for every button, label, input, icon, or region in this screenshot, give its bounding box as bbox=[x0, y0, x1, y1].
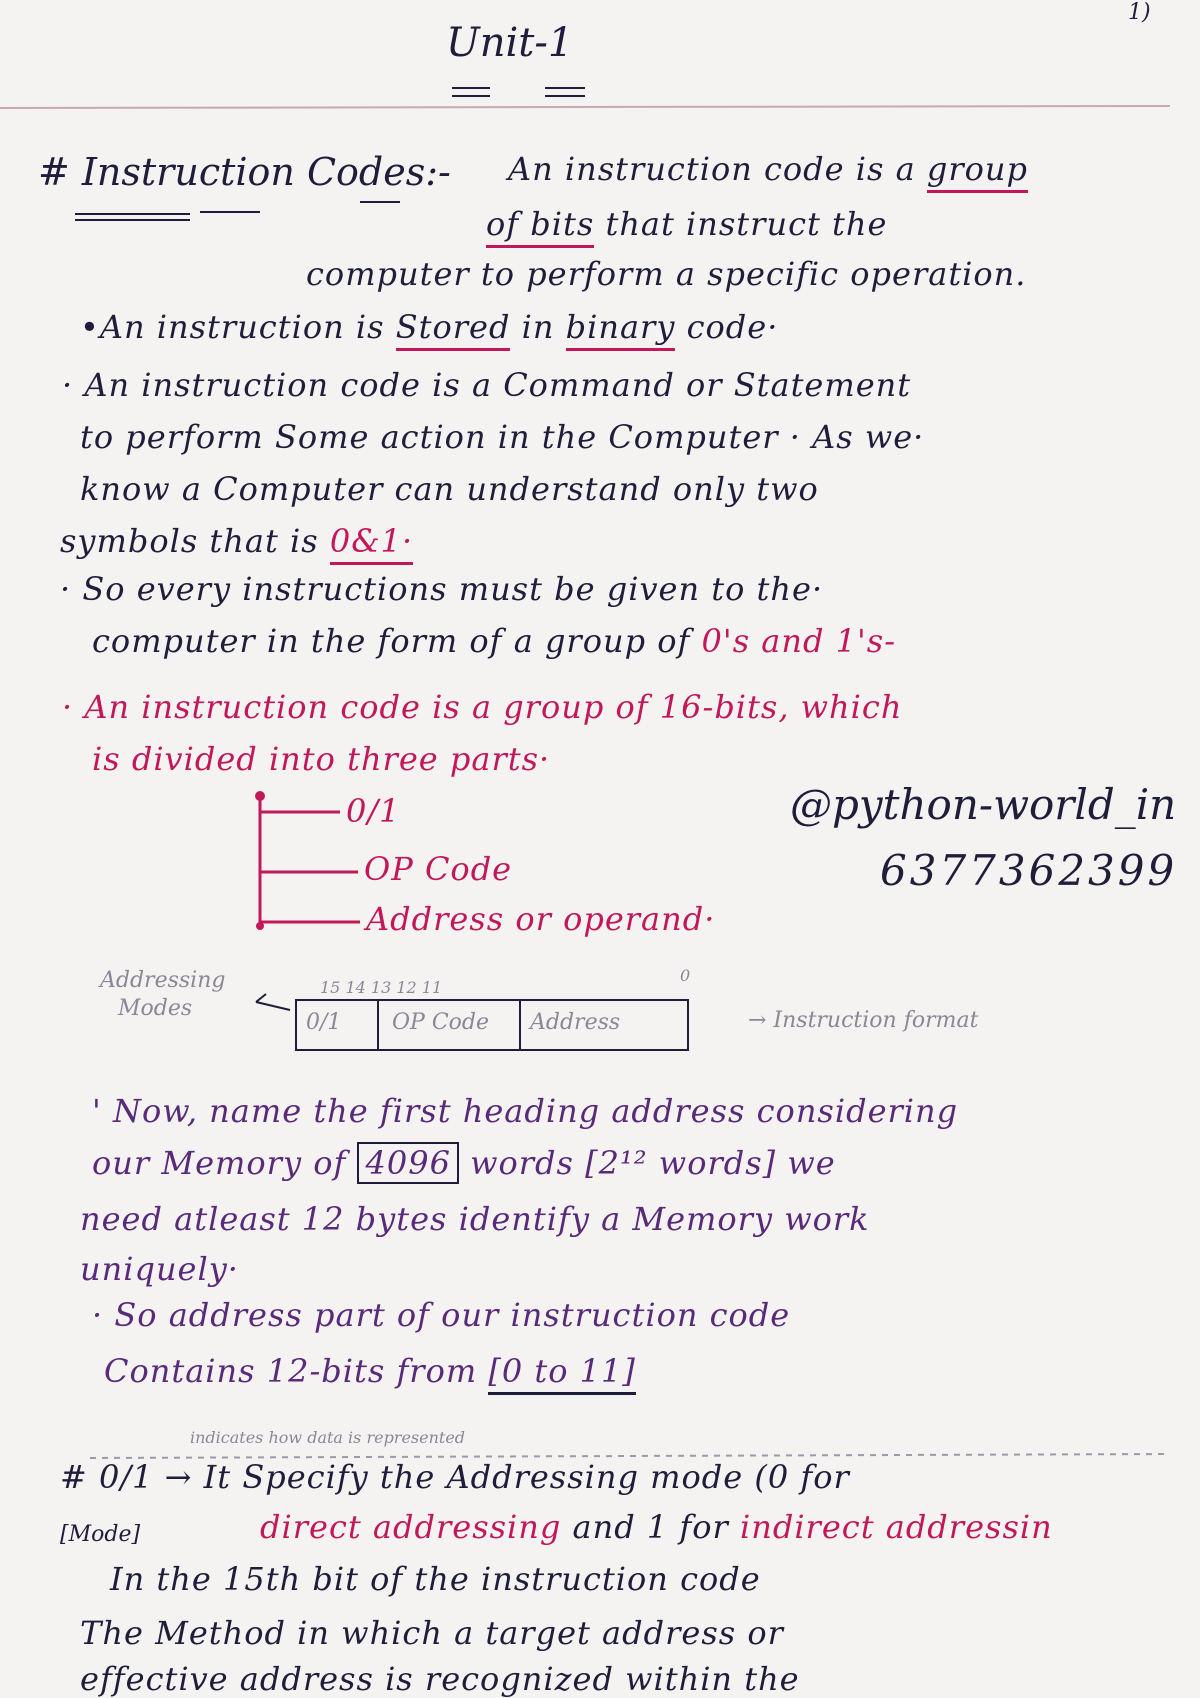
modes-label: Modes bbox=[118, 996, 193, 1021]
bullet-stored bbox=[80, 308, 778, 346]
page-number: 1) bbox=[1128, 0, 1151, 25]
indirect-addressing: indirect addressin bbox=[739, 1508, 1053, 1546]
addressing-arrow-head bbox=[256, 994, 266, 1002]
format-cell-address: Address bbox=[530, 1010, 621, 1035]
bullet-binary-word: binary bbox=[566, 308, 676, 351]
tree-root-dot bbox=[255, 791, 265, 801]
tree-end-dot bbox=[256, 922, 264, 930]
mode-heading bbox=[60, 1458, 850, 1496]
page-rule bbox=[0, 106, 1170, 108]
bit-zero: 0 bbox=[680, 966, 691, 985]
definition-bits: of bits bbox=[486, 205, 594, 248]
watermark-phone: 6377362399 bbox=[880, 846, 1178, 895]
bullet-text: code· bbox=[686, 308, 779, 346]
memory-text: words [2¹² words] we bbox=[470, 1144, 836, 1182]
bullet-text: symbols that is bbox=[60, 522, 319, 560]
bullet-every-line1: · So every instructions must be given to the· bbox=[60, 570, 824, 608]
mode-heading-text: # 0/1 → It Specify the Addressing mode bbox=[60, 1458, 744, 1496]
bullet-every-line2 bbox=[92, 622, 896, 660]
format-caption: → Instruction format bbox=[748, 1008, 979, 1033]
part-mode: 0/1 bbox=[346, 792, 401, 830]
part-opcode: OP Code bbox=[364, 850, 513, 888]
bullet-command-line3: know a Computer can understand only two bbox=[80, 470, 819, 508]
memory-line6 bbox=[104, 1352, 636, 1390]
memory-line5: · So address part of our instruction code bbox=[92, 1296, 791, 1334]
data-annotation: indicates how data is represented bbox=[190, 1428, 466, 1447]
section-heading: # Instruction Codes:- bbox=[38, 150, 451, 194]
format-cell-opcode: OP Code bbox=[392, 1010, 490, 1035]
mode-line4: The Method in which a target address or bbox=[80, 1614, 784, 1652]
definition-part: An instruction code is a bbox=[508, 150, 916, 188]
bullet-text: computer in the form of a group of bbox=[92, 622, 691, 660]
bit-numbers: 15 14 13 12 11 bbox=[320, 978, 443, 997]
definition-line3: computer to perform a specific operation. bbox=[306, 255, 1027, 293]
bullet-16bit-line2: is divided into three parts· bbox=[92, 740, 551, 778]
bullet-16bit-line1: · An instruction code is a group of 16-bits, which bbox=[62, 688, 903, 726]
watermark-handle: @python-world_in bbox=[790, 780, 1177, 829]
symbols-value: 0&1· bbox=[330, 522, 413, 565]
bullet-text: •An instruction is bbox=[80, 308, 385, 346]
definition-text bbox=[508, 150, 1028, 188]
memory-line1: ' Now, name the first heading address considering bbox=[92, 1092, 959, 1130]
mode-line5: effective address is recognized within the bbox=[80, 1660, 800, 1698]
mode-text: and 1 for bbox=[572, 1508, 729, 1546]
bit-range: [0 to 11] bbox=[488, 1352, 636, 1395]
memory-line2 bbox=[92, 1144, 836, 1182]
format-cell-mode: 0/1 bbox=[306, 1010, 342, 1035]
memory-line4: uniquely· bbox=[80, 1250, 239, 1288]
unit-title: Unit-1 bbox=[446, 20, 574, 66]
bullet-command-line4 bbox=[60, 522, 413, 560]
mode-line3: In the 15th bit of the instruction code bbox=[110, 1560, 761, 1598]
memory-text: Contains 12-bits from bbox=[104, 1352, 478, 1390]
bullet-stored-word: Stored bbox=[396, 308, 511, 351]
mode-line2 bbox=[260, 1508, 1053, 1546]
format-box bbox=[296, 1000, 688, 1050]
direct-addressing: direct addressing bbox=[260, 1508, 562, 1546]
definition-line2 bbox=[486, 205, 887, 243]
definition-part: that instruct the bbox=[605, 205, 888, 243]
addressing-label: Addressing bbox=[100, 968, 226, 993]
memory-text: our Memory of bbox=[92, 1144, 347, 1182]
binary-values: 0's and 1's- bbox=[701, 622, 897, 660]
bullet-command-line2: to perform Some action in the Computer · As we· bbox=[80, 418, 925, 456]
mode-label: [Mode] bbox=[60, 1522, 141, 1547]
memory-size-box: 4096 bbox=[357, 1142, 458, 1184]
definition-group: group bbox=[927, 150, 1028, 193]
mode-heading-bracket: (0 for bbox=[754, 1458, 850, 1496]
bullet-text: in bbox=[521, 308, 555, 346]
addressing-arrow bbox=[256, 1002, 290, 1010]
memory-line3: need atleast 12 bytes identify a Memory work bbox=[80, 1200, 870, 1238]
part-address: Address or operand· bbox=[366, 900, 716, 938]
bullet-command-line1: · An instruction code is a Command or Statement bbox=[62, 366, 912, 404]
